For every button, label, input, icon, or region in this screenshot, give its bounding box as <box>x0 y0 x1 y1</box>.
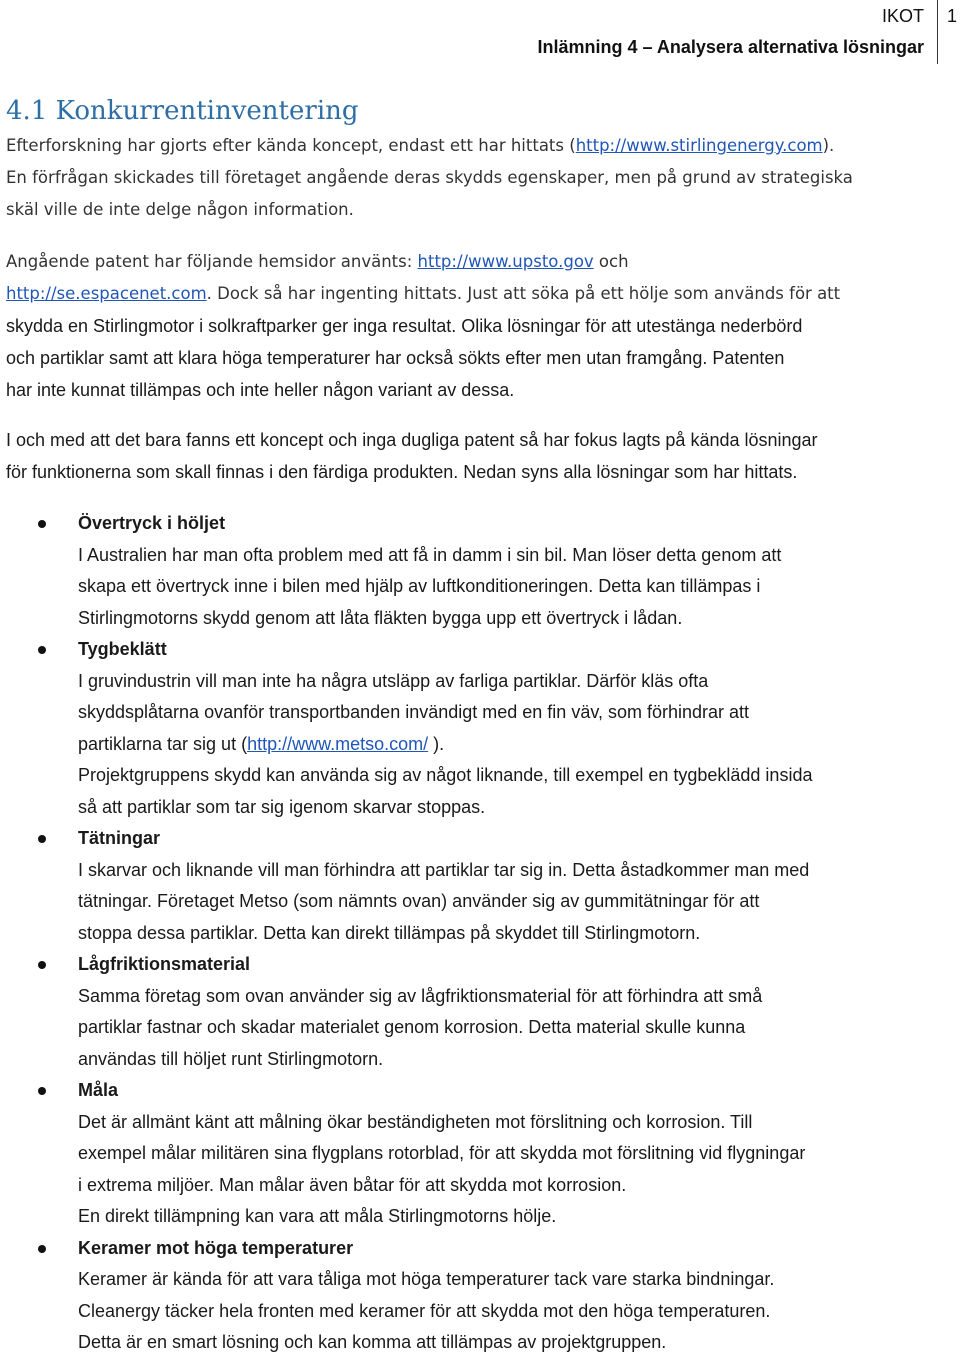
solution-low-friction <box>0 949 960 1075</box>
solution-paint <box>0 1075 960 1233</box>
solution-text-line: Keramer är kända för att vara tåliga mot höga temperaturer tack vare starka bindningar. <box>78 1269 775 1289</box>
solution-fabric <box>0 634 960 823</box>
intro-paragraph-3 <box>6 424 951 488</box>
section-heading: 4.1 Konkurrentinventering <box>6 96 359 126</box>
solution-overpressure <box>0 508 960 634</box>
intro-p2-line-1: Angående patent har följande hemsidor använts: http://www.upsto.gov och <box>6 252 629 271</box>
solutions-list <box>0 508 960 1359</box>
header-divider <box>937 0 938 64</box>
solution-text-line: Projektgruppens skydd kan använda sig av något liknande, till exempel en tygbeklädd insida <box>78 765 813 785</box>
solution-text-line: Detta är en smart lösning och kan komma att tillämpas av projektgruppen. <box>78 1332 667 1352</box>
bullet-icon <box>38 1087 46 1095</box>
solution-title: Tätningar <box>78 828 161 848</box>
solution-text-line: partiklar fastnar och skadar materialet genom korrosion. Detta material skulle kunna <box>78 1017 746 1037</box>
solution-title: Tygbeklätt <box>78 639 167 659</box>
solution-text-line: Cleanergy täcker hela fronten med keramer för att skydda mot den höga temperaturen. <box>78 1300 771 1321</box>
upsto-link[interactable]: http://www.upsto.gov <box>417 252 594 271</box>
solution-seals <box>0 823 960 949</box>
bullet-icon <box>38 835 46 843</box>
solution-text-line: stoppa dessa partiklar. Detta kan direkt tillämpas på skyddet till Stirlingmotorn. <box>78 922 701 943</box>
solution-text-line: Samma företag som ovan använder sig av lågfriktionsmaterial för att förhindra att små <box>78 985 763 1006</box>
solution-title: Måla <box>78 1080 119 1100</box>
solution-text-line: Stirlingmotorns skydd genom att låta fläkten bygga upp ett övertryck i lådan. <box>78 607 683 628</box>
intro-p3-line-2: för funktionerna som skall finnas i den färdiga produkten. Nedan syns alla lösningar som har hittats. <box>6 462 798 482</box>
solution-text-line: I Australien har man ofta problem med att få in damm i sin bil. Man löser detta genom att <box>78 544 782 565</box>
metso-link[interactable]: http://www.metso.com/ <box>247 733 429 754</box>
stirlingenergy-link[interactable]: http://www.stirlingenergy.com <box>575 136 823 155</box>
solution-text-line: I gruvindustrin vill man inte ha några utsläpp av farliga partiklar. Därför kläs ofta <box>78 670 709 691</box>
intro-p2-line-5: har inte kunnat tillämpas och inte heller någon variant av dessa. <box>6 380 515 400</box>
solution-text-line: exempel målar militären sina flygplans rotorblad, för att skydda mot förslitning vid flygningar <box>78 1143 806 1163</box>
solution-text-line: skapa ett övertryck inne i bilen med hjälp av luftkonditioneringen. Detta kan tillämpas i <box>78 576 761 596</box>
header-title: Inlämning 4 – Analysera alternativa lösningar <box>537 37 924 57</box>
bullet-icon <box>38 961 46 969</box>
intro-p1-line-1: Efterforskning har gjorts efter kända koncept, endast ett har hittats (http://www.stirlingenergy.com). <box>6 136 835 155</box>
solution-text-line: användas till höljet runt Stirlingmotorn. <box>78 1048 384 1069</box>
solution-text-line: i extrema miljöer. Man målar även båtar för att skydda mot korrosion. <box>78 1174 627 1195</box>
intro-paragraph-1 <box>6 130 951 226</box>
solution-title: Keramer mot höga temperaturer <box>78 1237 354 1258</box>
page-header <box>0 0 960 66</box>
intro-p2-line-4: och partiklar samt att klara höga temperaturer har också sökts efter men utan framgång. Patenten <box>6 348 785 368</box>
bullet-icon <box>38 1245 46 1253</box>
solution-text-line: I skarvar och liknande vill man förhindra att partiklar tar sig in. Detta åstadkommer man med <box>78 859 810 880</box>
solution-ceramics <box>0 1233 960 1359</box>
solution-text-line: tätningar. Företaget Metso (som nämnts ovan) använder sig av gummitätningar för att <box>78 891 760 911</box>
bullet-icon <box>38 520 46 528</box>
intro-p1-line-2: En förfrågan skickades till företaget angående deras skydds egenskaper, men på grund av strategiska <box>6 168 853 187</box>
header-course: IKOT <box>881 6 924 26</box>
solution-title: Övertryck i höljet <box>78 513 226 533</box>
intro-p3-line-1: I och med att det bara fanns ett koncept och inga dugliga patent så har fokus lagts på kända lösningar <box>6 430 818 450</box>
solution-text-line: så att partiklar som tar sig igenom skarvar stoppas. <box>78 796 486 817</box>
espacenet-link[interactable]: http://se.espacenet.com <box>6 284 207 303</box>
intro-p2-line-3: skydda en Stirlingmotor i solkraftparker ger inga resultat. Olika lösningar för att utestänga nederbörd <box>6 316 803 336</box>
solution-text-line: skyddsplåtarna ovanför transportbanden invändigt med en fin väv, som förhindrar att <box>78 702 750 722</box>
solution-text-line: Det är allmänt känt att målning ökar beständigheten mot förslitning och korrosion. Till <box>78 1111 753 1132</box>
intro-p1-line-3: skäl ville de inte delge någon information. <box>6 200 354 219</box>
solution-text-line: En direkt tillämpning kan vara att måla Stirlingmotorns hölje. <box>78 1206 557 1226</box>
intro-p2-line-2: http://se.espacenet.com. Dock så har ingenting hittats. Just att söka på ett hölje som används för att <box>6 284 841 303</box>
solution-text-line: partiklarna tar sig ut (http://www.metso.com/ ). <box>78 733 445 754</box>
intro-paragraph-2 <box>6 246 951 406</box>
bullet-icon <box>38 646 46 654</box>
solution-title: Lågfriktionsmaterial <box>78 954 251 974</box>
page-number: 1 <box>947 6 958 26</box>
